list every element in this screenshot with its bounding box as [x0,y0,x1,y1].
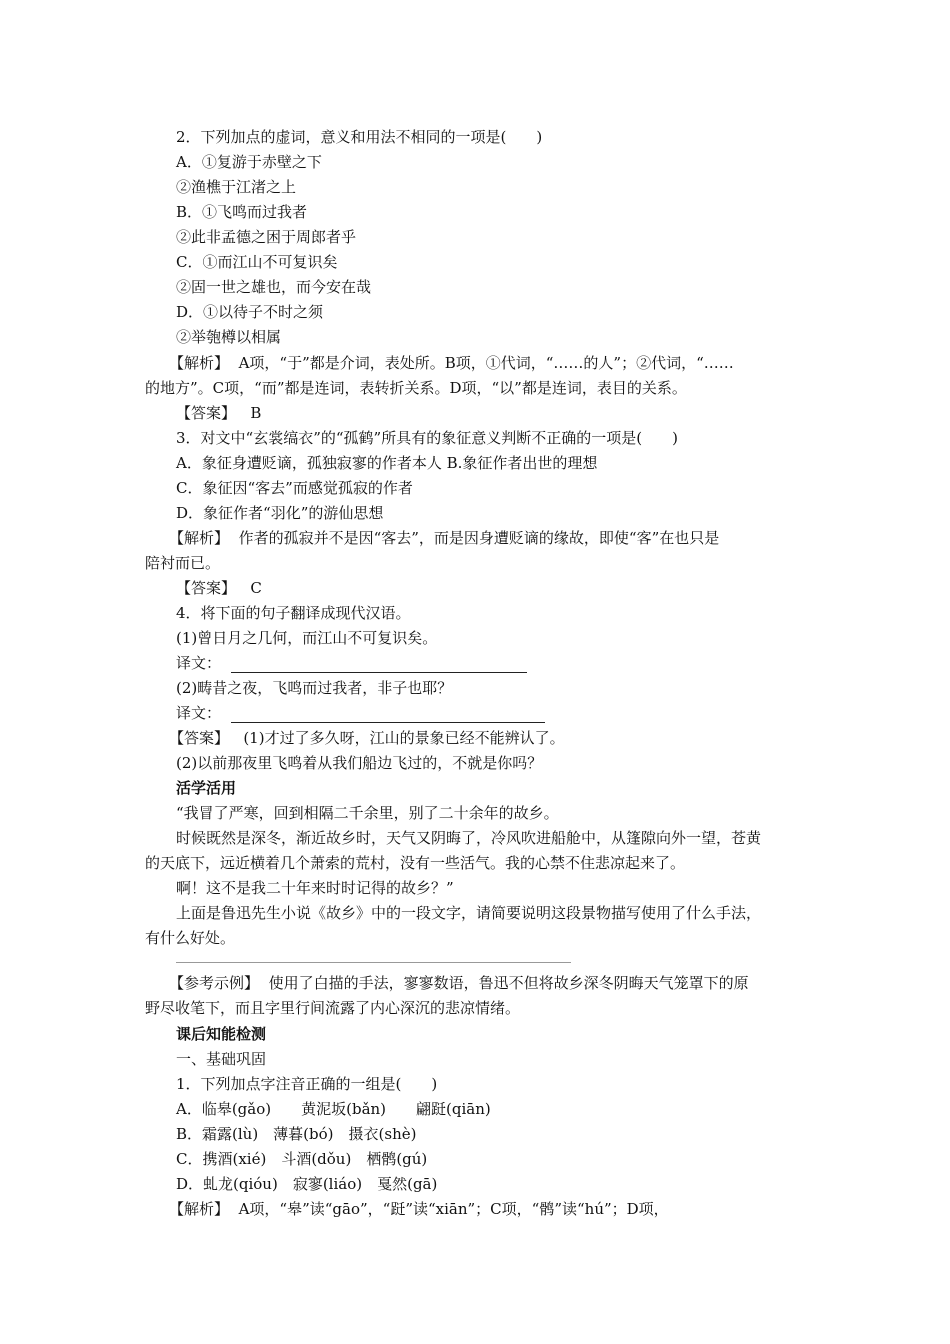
section-heading: 一、基础巩固 [176,1050,267,1068]
q2-answer-value: B [250,404,262,422]
answer-rule [176,962,571,963]
activity-question-line-2: 有什么好处。 [145,929,236,947]
q4-answer-line-1 [169,728,565,748]
q2-option-a1: A．①复游于赤壁之下 [176,153,322,171]
answer-label: 【答案】 [176,579,237,597]
activity-paragraph-3: 啊！这不是我二十年来时时记得的故乡？” [176,879,454,897]
after-q1-analysis [169,1199,669,1219]
activity-paragraph-2-line-2: 的天底下，远近横着几个萧索的荒村，没有一些活气。我的心禁不住悲凉起来了。 [145,854,686,872]
after-class-title: 课后知能检测 [176,1025,267,1043]
q4-answer-2: (2)以前那夜里飞鸣着从我们船边飞过的，不就是你吗？ [176,754,543,772]
q2-answer [176,403,261,423]
q3-analysis-text: 作者的孤寂并不是因“客去”，而是因身遭贬谪的缘故，即使“客”在也只是 [238,529,720,547]
after-q1-analysis-text: A项，“皋”读“gāo”，“跹”读“xiān”；C项，“鹘”读“hú”；D项， [238,1200,669,1218]
q4-sentence-2: (2)畴昔之夜，飞鸣而过我者，非子也耶？ [176,679,453,697]
after-q1-option-b: B．霜露(lù) 薄暮(bó) 摄衣(shè) [176,1125,417,1143]
q2-option-d1: D．①以待子不时之须 [176,303,324,321]
q2-analysis-line-2: 的地方”。C项，“而”都是连词，表转折关系。D项，“以”都是连词，表目的关系。 [145,379,687,397]
translation-label: 译文： [176,704,222,722]
q2-option-d2: ②举匏樽以相属 [176,328,282,346]
translation-label: 译文： [176,654,222,672]
q3-stem: 3．对文中“玄裳缟衣”的“孤鹤”所具有的象征意义判断不正确的一项是( ) [176,429,678,447]
analysis-label: 【解析】 [169,354,230,372]
q3-option-c: C．象征因“客去”而感觉孤寂的作者 [176,479,413,497]
q2-option-c1: C．①而江山不可复识矣 [176,253,338,271]
q2-stem: 2．下列加点的虚词，意义和用法不相同的一项是( ) [176,128,543,146]
q3-answer [176,578,262,598]
q4-translation-1 [176,653,527,673]
q2-option-b2: ②此非孟德之困于周郎者乎 [176,228,357,246]
q4-answer-1: (1)才过了多久呀，江山的景象已经不能辨认了。 [243,729,565,747]
q3-analysis-line-2: 陪衬而已。 [145,554,221,572]
q4-translation-2 [176,703,545,723]
q3-answer-value: C [250,579,262,597]
activity-question-line-1: 上面是鲁迅先生小说《故乡》中的一段文字，请简要说明这段景物描写使用了什么手法， [176,904,762,922]
translation-blank-1[interactable] [231,657,527,673]
translation-blank-2[interactable] [231,707,545,723]
q2-analysis-text: A项，“于”都是介词，表处所。B项，①代词，“……的人”；②代词，“…… [238,354,734,372]
after-q1-stem: 1．下列加点字注音正确的一组是( ) [176,1075,438,1093]
after-q1-option-d: D．虬龙(qióu) 寂寥(liáo) 戛然(gā) [176,1175,438,1193]
q4-stem: 4．将下面的句子翻译成现代汉语。 [176,604,411,622]
activity-paragraph-2-line-1: 时候既然是深冬，渐近故乡时，天气又阴晦了，冷风吹进船舱中，从篷隙向外一望，苍黄 [176,829,762,847]
after-q1-option-c: C．携酒(xié) 斗酒(dǒu) 栖鹘(gú) [176,1150,428,1168]
analysis-label: 【解析】 [169,1200,230,1218]
q2-option-a2: ②渔樵于江渚之上 [176,178,297,196]
q2-analysis-line-1 [169,353,734,373]
analysis-label: 【解析】 [169,529,230,547]
q3-option-a-b: A．象征身遭贬谪，孤独寂寥的作者本人 B.象征作者出世的理想 [176,454,598,472]
reference-line-2: 野尽收笔下，而且字里行间流露了内心深沉的悲凉情绪。 [145,999,521,1017]
answer-label: 【答案】 [169,729,230,747]
activity-title: 活学活用 [176,779,237,797]
activity-paragraph-1: “我冒了严寒，回到相隔二千余里，别了二十余年的故乡。 [176,804,559,822]
q4-sentence-1: (1)曾日月之几何，而江山不可复识矣。 [176,629,438,647]
after-q1-option-a: A．临皋(gǎo) 黄泥坂(bǎn) 翩跹(qiān) [176,1100,491,1118]
q3-option-d: D．象征作者“羽化”的游仙思想 [176,504,384,522]
answer-label: 【答案】 [176,404,237,422]
reference-label: 【参考示例】 [169,974,260,992]
q2-option-b1: B．①飞鸣而过我者 [176,203,308,221]
q3-analysis-line-1 [169,528,719,548]
reference-text: 使用了白描的手法，寥寥数语，鲁迅不但将故乡深冬阴晦天气笼罩下的原 [268,974,749,992]
q2-option-c2: ②固一世之雄也，而今安在哉 [176,278,372,296]
reference-line-1 [169,973,749,993]
